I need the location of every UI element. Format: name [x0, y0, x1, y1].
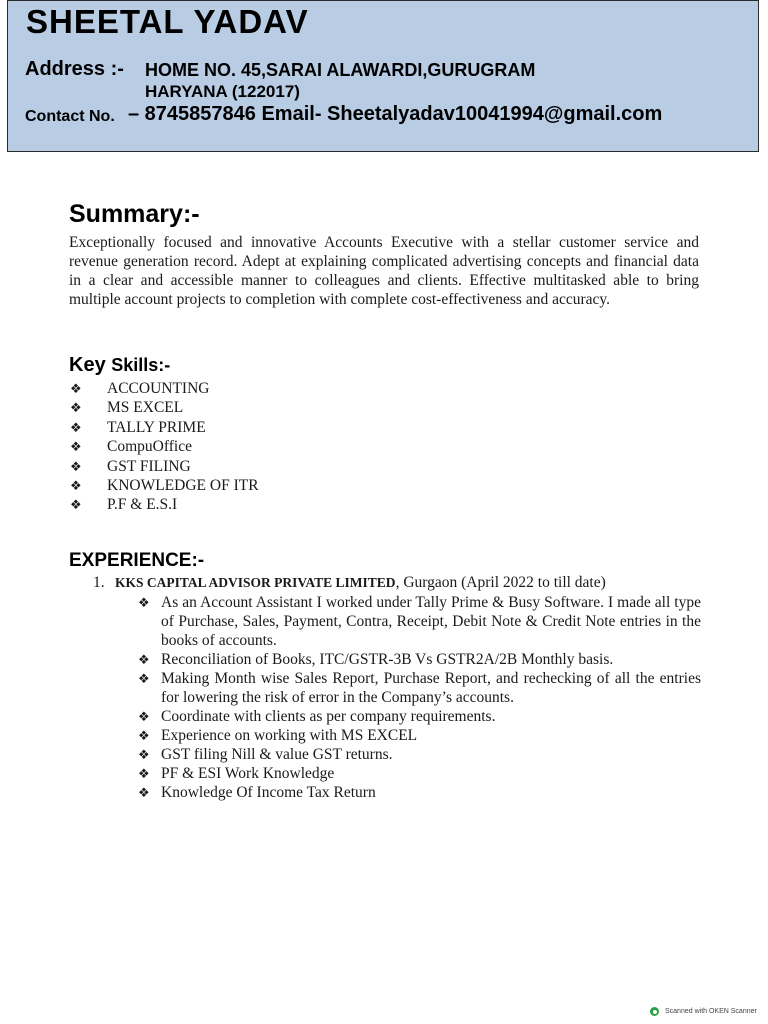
diamond-bullet-icon: ❖	[138, 747, 150, 762]
resume-header	[7, 0, 759, 152]
candidate-name: SHEETAL YADAV	[26, 3, 309, 40]
duty-text: Coordinate with clients as per company requirements.	[161, 708, 496, 725]
summary-heading: Summary:-	[69, 200, 200, 228]
duty-item	[138, 764, 701, 783]
diamond-bullet-icon: ❖	[70, 497, 82, 513]
scanner-logo-icon	[650, 1007, 659, 1016]
skill-label: TALLY PRIME	[107, 418, 206, 436]
diamond-bullet-icon: ❖	[138, 652, 150, 667]
address-label: Address :-	[25, 58, 124, 80]
duty-text: PF & ESI Work Knowledge	[161, 765, 335, 782]
diamond-bullet-icon: ❖	[70, 400, 82, 416]
skills-heading-key: Key	[69, 354, 106, 376]
diamond-bullet-icon: ❖	[138, 785, 150, 800]
duty-item	[138, 726, 701, 745]
duty-text: Experience on working with MS EXCEL	[161, 727, 418, 744]
diamond-bullet-icon: ❖	[138, 671, 150, 686]
contact-label: Contact No.	[25, 108, 115, 125]
experience-entry-header	[93, 574, 606, 592]
address-line-2: HARYANA (122017)	[145, 82, 300, 101]
diamond-bullet-icon: ❖	[138, 595, 150, 610]
diamond-bullet-icon: ❖	[138, 766, 150, 781]
skill-item	[70, 437, 259, 456]
skill-item	[70, 476, 259, 495]
duty-text: Making Month wise Sales Report, Purchase Report, and rechecking of all the entries for lowering the risk of error in the Company’s accounts.	[161, 670, 701, 706]
duty-item	[138, 593, 701, 650]
skills-heading-rest: Skills:-	[111, 355, 171, 375]
diamond-bullet-icon: ❖	[70, 477, 82, 493]
skill-label: ACCOUNTING	[107, 380, 210, 397]
skill-label: CompuOffice	[107, 438, 192, 456]
duty-item	[138, 745, 701, 764]
experience-number: 1.	[93, 574, 105, 591]
duty-item	[138, 707, 701, 726]
scanner-text: Scanned with OKEN Scanner	[665, 1008, 757, 1015]
summary-paragraph: Exceptionally focused and innovative Accounts Executive with a stellar customer service and revenue generation record. Adept at explaining complicated advertising concepts and financial data in a clear and accessible manner to colleagues and clients. Effective multitasked able to bring multiple account projects to completion with complete cost-effectiveness and accuracy.	[69, 234, 699, 308]
duty-item	[138, 650, 701, 669]
duty-text: As an Account Assistant I worked under Tally Prime & Busy Software. I made all type of Purchase, Sales, Payment, Contra, Receipt, Debit Note & Credit Note entries in the books of accounts.	[161, 594, 701, 649]
diamond-bullet-icon: ❖	[70, 439, 82, 455]
contact-value: – 8745857846 Email- Sheetalyadav10041994@gmail.com	[128, 103, 663, 125]
skill-item	[70, 495, 259, 514]
skill-label: MS EXCEL	[107, 399, 184, 417]
skill-item	[70, 457, 259, 476]
scanner-watermark	[650, 1007, 757, 1016]
duty-text: Reconciliation of Books, ITC/GSTR-3B Vs GSTR2A/2B Monthly basis.	[161, 651, 614, 668]
duty-item	[138, 783, 701, 802]
skills-list	[70, 379, 259, 515]
skill-item	[70, 379, 259, 398]
duty-item	[138, 669, 701, 707]
skill-label: KNOWLEDGE OF ITR	[107, 476, 259, 494]
skill-item	[70, 398, 259, 417]
diamond-bullet-icon: ❖	[138, 709, 150, 724]
duty-text: Knowledge Of Income Tax Return	[161, 784, 376, 801]
experience-duties-list	[138, 593, 701, 802]
skill-label: GST FILING	[107, 457, 191, 475]
diamond-bullet-icon: ❖	[70, 381, 82, 396]
duty-text: GST filing Nill & value GST returns.	[161, 746, 393, 763]
diamond-bullet-icon: ❖	[138, 728, 150, 743]
diamond-bullet-icon: ❖	[70, 419, 82, 435]
company-location-period: , Gurgaon (April 2022 to till date)	[395, 574, 606, 591]
company-name: KKS CAPITAL ADVISOR PRIVATE LIMITED	[115, 575, 396, 590]
diamond-bullet-icon: ❖	[70, 458, 82, 474]
skills-heading	[69, 354, 170, 377]
experience-heading: EXPERIENCE:-	[69, 550, 205, 571]
address-line-1: HOME NO. 45,SARAI ALAWARDI,GURUGRAM	[145, 60, 536, 80]
skill-item	[70, 418, 259, 437]
skill-label: P.F & E.S.I	[107, 496, 178, 514]
